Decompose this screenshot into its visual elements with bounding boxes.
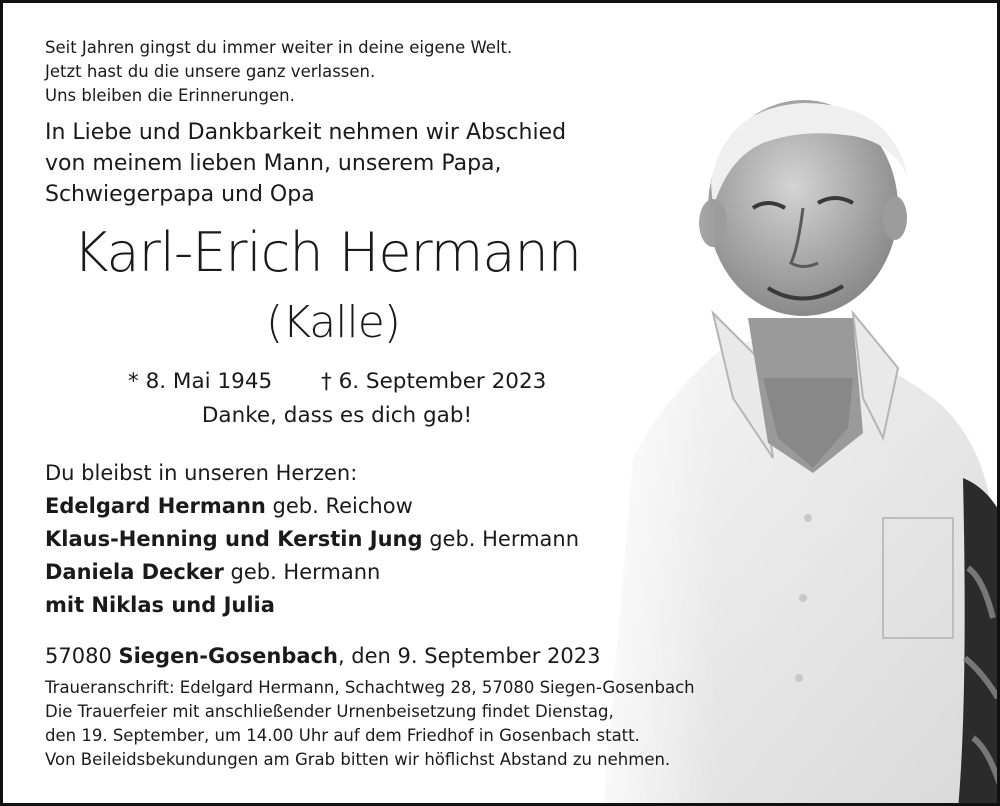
intro-line: Schwiegerpapa und Opa bbox=[45, 182, 315, 207]
family-member: mit Niklas und Julia bbox=[45, 593, 275, 617]
intro-line: von meinem lieben Mann, unserem Papa, bbox=[45, 151, 502, 176]
mourning-address: Traueranschrift: Edelgard Hermann, Schachtweg 28, 57080 Siegen-Gosenbach bbox=[45, 678, 695, 697]
place-date-line: 57080 Siegen-Gosenbach, den 9. September 2023 bbox=[45, 644, 601, 668]
motto-line: Jetzt hast du die unsere ganz verlassen. bbox=[45, 62, 376, 81]
death-date: † 6. September 2023 bbox=[321, 369, 547, 394]
family-heading: Du bleibst in unseren Herzen: bbox=[45, 461, 358, 485]
ceremony-info: den 19. September, um 14.00 Uhr auf dem Friedhof in Gosenbach statt. bbox=[45, 726, 640, 745]
birth-date: * 8. Mai 1945 bbox=[128, 369, 273, 394]
portrait-photo bbox=[563, 98, 1000, 806]
family-member: Daniela Decker geb. Hermann bbox=[45, 560, 381, 584]
family-member: Edelgard Hermann geb. Reichow bbox=[45, 494, 413, 518]
condolence-note: Von Beileidsbekundungen am Grab bitten wir höflichst Abstand zu nehmen. bbox=[45, 750, 671, 769]
family-member: Klaus-Henning und Kerstin Jung geb. Hermann bbox=[45, 527, 580, 551]
motto-line: Seit Jahren gingst du immer weiter in deine eigene Welt. bbox=[45, 38, 513, 57]
ceremony-info: Die Trauerfeier mit anschließender Urnenbeisetzung findet Dienstag, bbox=[45, 702, 614, 721]
intro-line: In Liebe und Dankbarkeit nehmen wir Abschied bbox=[45, 120, 567, 145]
thanks-line: Danke, dass es dich gab! bbox=[201, 403, 473, 428]
deceased-name: Karl-Erich Hermann bbox=[73, 221, 581, 284]
motto-line: Uns bleiben die Erinnerungen. bbox=[45, 86, 295, 105]
deceased-nickname: (Kalle) bbox=[266, 297, 400, 348]
